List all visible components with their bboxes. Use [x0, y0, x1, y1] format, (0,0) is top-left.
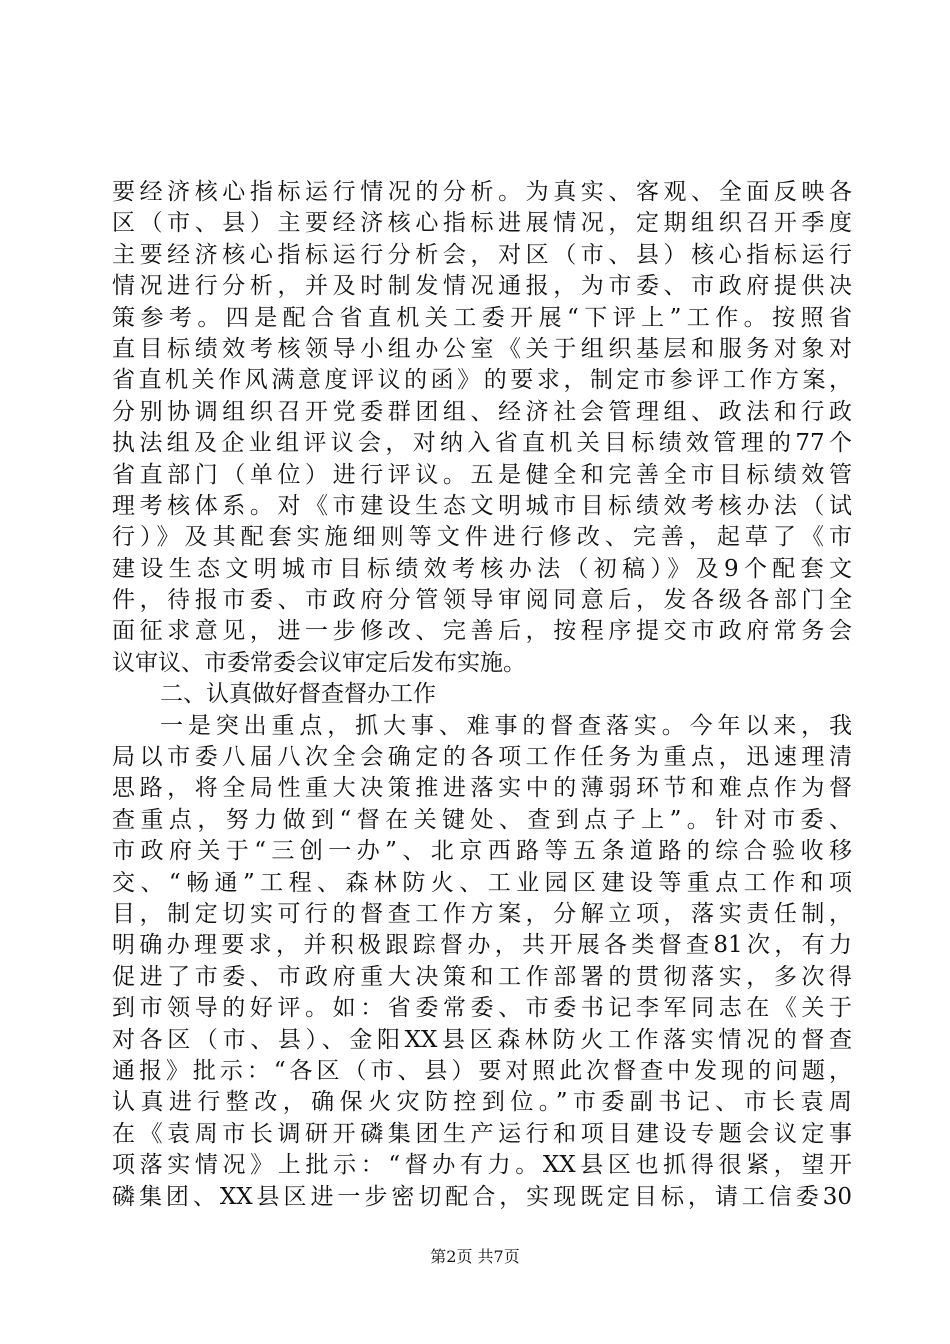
text-line: 明确办理要求，并积极跟踪督办，共开展各类督查81次，有力	[112, 932, 852, 959]
text-line: 区（市、县）主要经济核心指标进展情况，定期组织召开季度	[112, 210, 852, 237]
text-line: 理考核体系。对《市建设生态文明城市目标绩效考核办法（试	[112, 492, 852, 519]
text-line: 在《袁周市长调研开磷集团生产运行和项目建设专题会议定事	[112, 1120, 852, 1147]
text-line: 省直机关作风满意度评议的函》的要求，制定市参评工作方案，	[112, 367, 852, 394]
text-line: 执法组及企业组评议会，对纳入省直机关目标绩效管理的77个	[112, 430, 852, 457]
text-line: 查重点，努力做到“督在关键处、查到点子上”。针对市委、	[112, 806, 852, 833]
text-line: 促进了市委、市政府重大决策和工作部署的贯彻落实，多次得	[112, 963, 852, 990]
text-line: 策参考。四是配合省直机关工委开展“下评上”工作。按照省	[112, 304, 852, 331]
text-line: 建设生态文明城市目标绩效考核办法（初稿）》及9个配套文	[112, 555, 852, 582]
text-line: 一是突出重点，抓大事、难事的督查落实。今年以来，我	[160, 712, 852, 739]
text-line: 交、“畅通”工程、森林防火、工业园区建设等重点工作和项	[112, 869, 852, 896]
text-line: 件，待报市委、市政府分管领导审阅同意后，发各级各部门全	[112, 587, 852, 614]
text-line: 面征求意见，进一步修改、完善后，按程序提交市政府常务会	[112, 618, 852, 645]
text-line: 目，制定切实可行的督查工作方案，分解立项，落实责任制，	[112, 900, 852, 927]
document-body	[112, 177, 852, 1213]
page-number-footer: 第2页 共7页	[430, 1247, 520, 1266]
text-line: 到市领导的好评。如：省委常委、市委书记李军同志在《关于	[112, 995, 852, 1022]
text-line: 主要经济核心指标运行分析会，对区（市、县）核心指标运行	[112, 241, 852, 268]
text-line: 直目标绩效考核领导小组办公室《关于组织基层和服务对象对	[112, 335, 852, 362]
text-line: 情况进行分析，并及时制发情况通报，为市委、市政府提供决	[112, 273, 852, 300]
text-line: 市政府关于“三创一办”、北京西路等五条道路的综合验收移	[112, 838, 852, 865]
text-line: 要经济核心指标运行情况的分析。为真实、客观、全面反映各	[112, 179, 852, 205]
text-line: 省直部门（单位）进行评议。五是健全和完善全市目标绩效管	[112, 461, 852, 488]
section-heading: 二、认真做好督查督办工作	[160, 681, 436, 708]
text-line: 行）》及其配套实施细则等文件进行修改、完善，起草了《市	[112, 524, 852, 551]
text-line: 分别协调组织召开党委群团组、经济社会管理组、政法和行政	[112, 398, 852, 425]
text-line: 磷集团、XX县区进一步密切配合，实现既定目标，请工信委30	[112, 1183, 852, 1210]
text-line: 项落实情况》上批示：“督办有力。XX县区也抓得很紧，望开	[112, 1152, 852, 1179]
text-line: 局以市委八届八次全会确定的各项工作任务为重点，迅速理清	[112, 744, 852, 771]
text-line: 思路，将全局性重大决策推进落实中的薄弱环节和难点作为督	[112, 775, 852, 802]
text-line: 议审议、市委常委会议审定后发布实施。	[112, 649, 526, 676]
text-line: 认真进行整改，确保火灾防控到位。”市委副书记、市长袁周	[112, 1089, 852, 1116]
text-line: 对各区（市、县）、金阳XX县区森林防火工作落实情况的督查	[112, 1026, 852, 1053]
text-line: 通报》批示：“各区（市、县）要对照此次督查中发现的问题，	[112, 1057, 852, 1084]
